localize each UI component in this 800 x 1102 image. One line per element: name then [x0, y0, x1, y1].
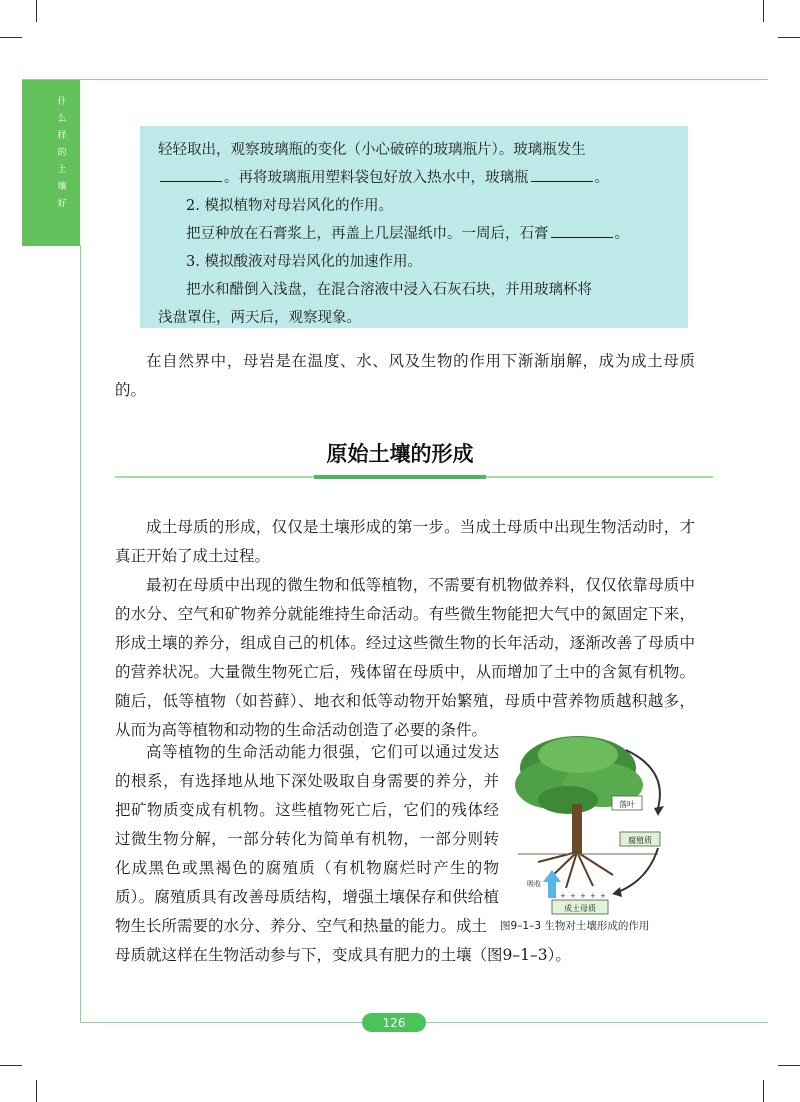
- final-line-block: [115, 941, 695, 970]
- arrow-head: [612, 887, 622, 897]
- crop-mark: [763, 0, 764, 22]
- intro-paragraph: 在自然界中，母岩是在温度、水、风及生物的作用下渐渐崩解，成为成土母质的。: [115, 352, 695, 399]
- crop-mark: [36, 0, 37, 22]
- cycle-arrow: [618, 848, 658, 892]
- tree-trunk: [572, 804, 582, 854]
- body-paragraph: 成土母质的形成，仅仅是土壤形成的第一步。当成土母质中出现生物活动时，才真正开始了成土过程。: [115, 518, 695, 565]
- side-tab-char: 好: [57, 199, 67, 209]
- svg-text:+: +: [580, 892, 586, 900]
- arrow-head: [654, 806, 664, 816]
- activity-text: 。: [594, 170, 609, 186]
- crop-mark: [778, 37, 800, 38]
- crop-mark: [778, 1065, 800, 1066]
- body-paragraph: 最初在母质中出现的微生物和低等植物，不需要有机物做养料，仅仅依靠母质中的水分、空气和矿物养分就能维持生命活动。有些微生物能把大气中的氮固定下来，形成土壤的养分，组成自己的机体。经过这些微生物的长年活动，逐渐改善了母质中的营养状况。大量微生物死亡后，残体留在母质中，从而增加了土中的含氮有机物。随后，低等植物（如苔藓）、地衣和低等动物开始繁殖，母质中营养物质越积越多，从而为高等植物和动物的生命活动创造了必要的条件。: [115, 576, 695, 739]
- intro-paragraph-block: [115, 347, 695, 405]
- activity-line: 把水和醋倒入浅盘，在混合溶液中浸入石灰石块，并用玻璃杯将: [186, 282, 592, 298]
- activity-line: 轻轻取出，观察玻璃瓶的变化（小心破碎的玻璃瓶片）。玻璃瓶发生: [158, 142, 586, 158]
- fill-blank: [531, 167, 593, 182]
- absorb-arrow-shaft: [548, 880, 556, 898]
- crop-mark: [0, 1065, 22, 1066]
- page-number: 126: [382, 1015, 406, 1030]
- activity-line: [158, 164, 672, 192]
- svg-text:+: +: [590, 892, 596, 900]
- fill-blank: [551, 223, 613, 238]
- activity-step: 2. 模拟植物对母岩风化的作用。: [186, 198, 393, 214]
- title-rule-accent: [314, 475, 486, 479]
- crop-mark: [0, 37, 22, 38]
- left-rule: [80, 245, 81, 1023]
- activity-step: 3. 模拟酸液对母岩风化的加速作用。: [186, 254, 422, 270]
- side-tab-char: 么: [57, 114, 67, 124]
- page-number-badge: [362, 1013, 426, 1032]
- section-title: 原始土壤的形成: [326, 442, 474, 466]
- body-paragraph: 高等植物的生命活动能力很强，它们可以通过发达的根系，有选择地从地下深处吸取自身需要的养分，并把矿物质变成有机物。这些植物死亡后，它们的残体经过微生物分解，一部分转化为简单有机物，一部分则转化成黑色或黑褐色的腐殖质（有机物腐烂时产生的物质）。腐殖质具有改善母质结构，增强土壤保存和供给植物生长所需要的水分、养分、空气和热量的能力。成土: [115, 743, 499, 935]
- side-tab-char: 壤: [57, 182, 67, 192]
- absorb-label: 吸收: [527, 880, 541, 888]
- crop-mark: [36, 1080, 37, 1102]
- final-line: 母质就这样在生物活动参与下，变成具有肥力的土壤（图9–1–3）。: [115, 946, 571, 964]
- svg-text:+: +: [600, 892, 606, 900]
- litter-label: 落叶: [619, 800, 635, 809]
- absorb-arrow-head: [543, 870, 561, 882]
- activity-line: 浅盘罩住，两天后，观察现象。: [158, 310, 361, 326]
- top-rule: [22, 79, 768, 80]
- figure-caption: 图9–1–3 生物对土壤形成的作用: [500, 920, 650, 932]
- activity-box: [140, 126, 688, 328]
- parent-material-label: 成土母质: [564, 904, 596, 913]
- soil-formation-figure: [508, 730, 688, 916]
- activity-text: 。: [614, 226, 629, 242]
- svg-text:+: +: [560, 892, 566, 900]
- body-paragraphs: [115, 513, 695, 745]
- wrap-paragraph-block: [115, 738, 499, 941]
- humus-label: 腐殖质: [628, 836, 652, 845]
- side-tab-char: 什: [57, 97, 67, 107]
- activity-text: 。再将玻璃瓶用塑料袋包好放入热水中，玻璃瓶: [224, 170, 529, 186]
- side-tab-char: 样: [57, 131, 67, 141]
- activity-line: [158, 220, 672, 248]
- side-tab-char: 的: [57, 148, 67, 158]
- fill-blank: [160, 167, 222, 182]
- svg-text:+: +: [570, 892, 576, 900]
- activity-text: 把豆种放在石膏浆上，再盖上几层湿纸巾。一周后，石膏: [186, 226, 549, 242]
- crop-mark: [763, 1080, 764, 1102]
- chapter-side-tab: [22, 80, 80, 246]
- side-tab-char: 土: [57, 165, 67, 175]
- chapter-side-tab-text: [55, 96, 69, 211]
- plus-signs: [560, 892, 606, 900]
